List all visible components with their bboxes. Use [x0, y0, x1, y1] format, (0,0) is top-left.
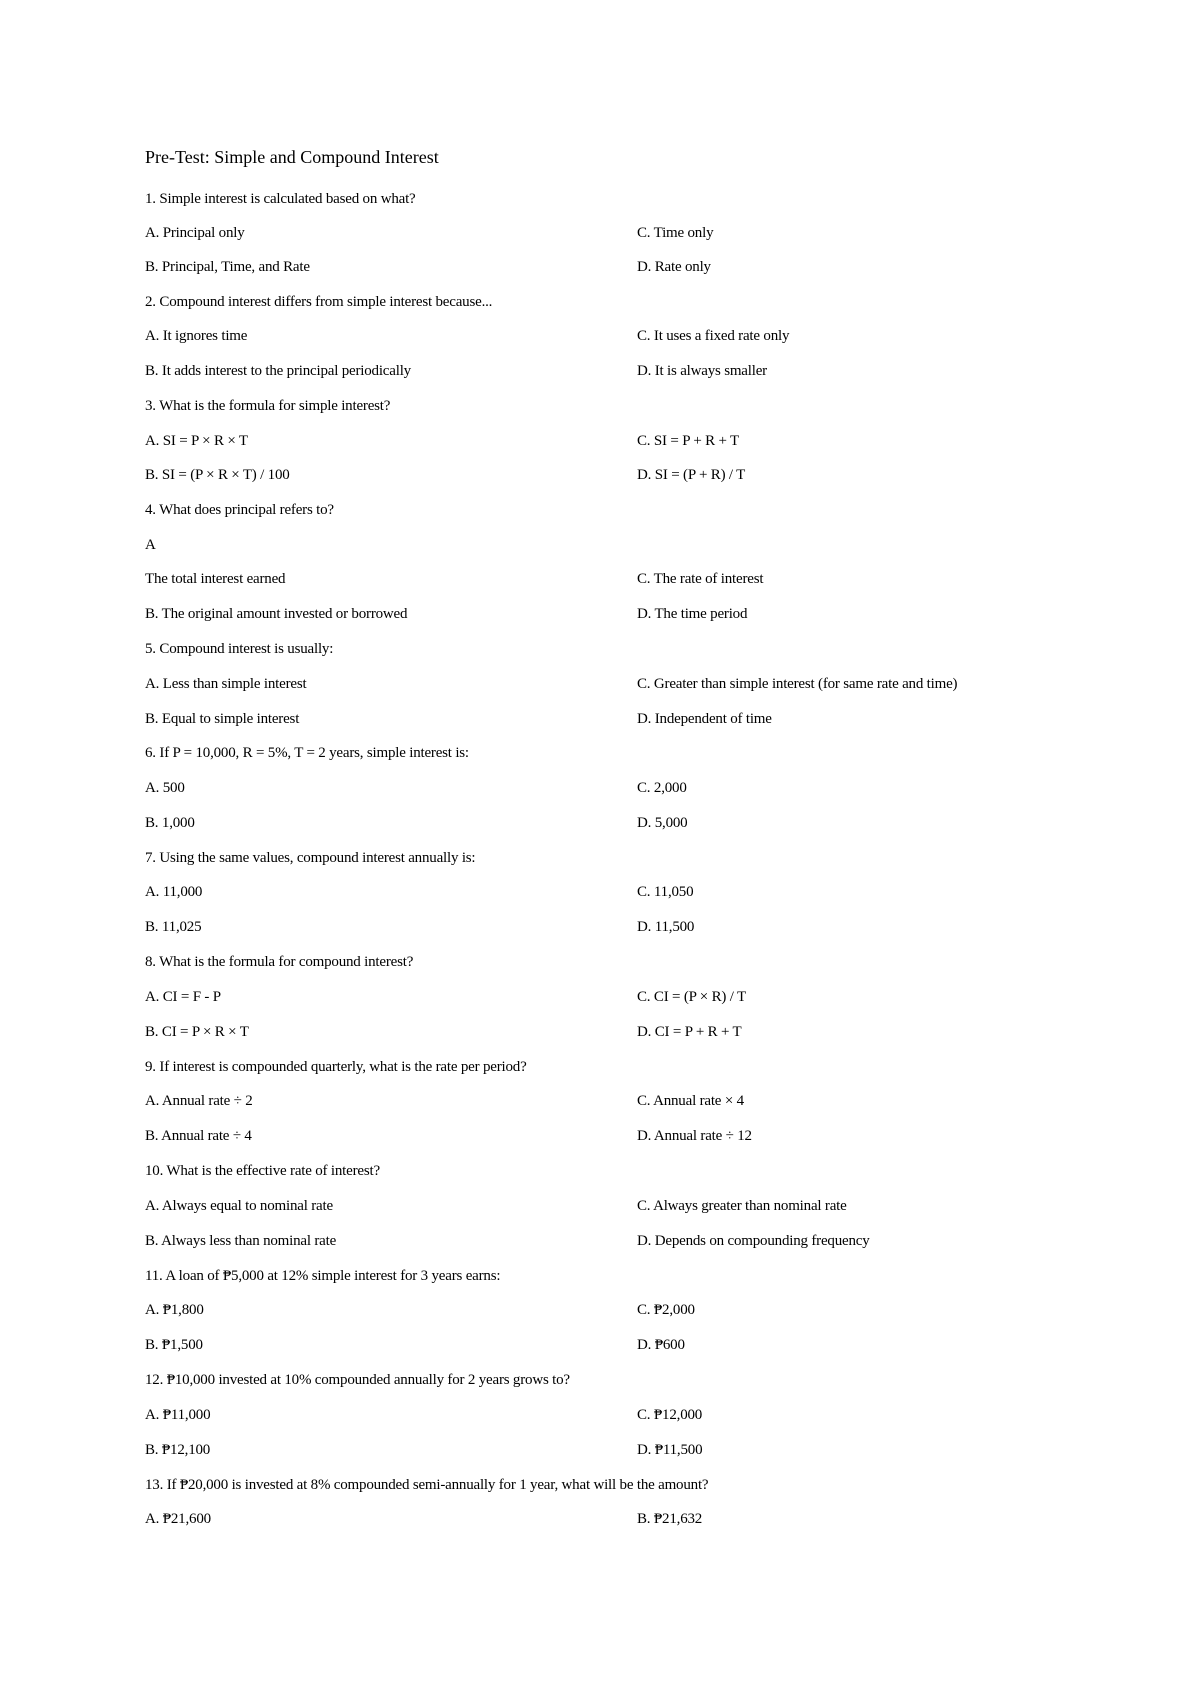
q6-option-d: D. 5,000: [637, 815, 688, 831]
q13-option-a: A. ₱21,600: [145, 1511, 211, 1527]
q10-option-a: A. Always equal to nominal rate: [145, 1198, 333, 1214]
question-10: 10. What is the effective rate of interest?: [145, 1163, 380, 1179]
q2-option-d: D. It is always smaller: [637, 363, 767, 379]
q2-option-c: C. It uses a fixed rate only: [637, 328, 790, 344]
q12-option-b: B. ₱12,100: [145, 1442, 211, 1458]
question-4: 4. What does principal refers to?: [145, 502, 334, 518]
question-2: 2. Compound interest differs from simple interest because...: [145, 294, 493, 310]
q6-option-b: B. 1,000: [145, 815, 195, 831]
question-1: 1. Simple interest is calculated based on what?: [145, 191, 416, 207]
question-6: 6. If P = 10,000, R = 5%, T = 2 years, simple interest is:: [145, 745, 469, 761]
q11-option-c: C. ₱2,000: [637, 1302, 695, 1318]
q5-option-c: C. Greater than simple interest (for same rate and time): [637, 676, 958, 692]
q8-option-a: A. CI = F - P: [145, 989, 221, 1005]
q12-option-a: A. ₱11,000: [145, 1407, 211, 1423]
q10-option-c: C. Always greater than nominal rate: [637, 1198, 847, 1214]
q11-option-a: A. ₱1,800: [145, 1302, 204, 1318]
q7-option-c: C. 11,050: [637, 884, 694, 900]
q7-option-a: A. 11,000: [145, 884, 203, 900]
question-3: 3. What is the formula for simple interest?: [145, 398, 391, 414]
question-13: 13. If ₱20,000 is invested at 8% compounded semi-annually for 1 year, what will be the amount?: [145, 1477, 709, 1493]
q12-option-d: D. ₱11,500: [637, 1442, 703, 1458]
q3-option-a: A. SI = P × R × T: [145, 433, 248, 449]
q9-option-b: B. Annual rate ÷ 4: [145, 1128, 252, 1144]
question-9: 9. If interest is compounded quarterly, what is the rate per period?: [145, 1059, 527, 1075]
question-11: 11. A loan of ₱5,000 at 12% simple interest for 3 years earns:: [145, 1268, 501, 1284]
q8-option-b: B. CI = P × R × T: [145, 1024, 249, 1040]
q6-option-a: A. 500: [145, 780, 185, 796]
question-8: 8. What is the formula for compound interest?: [145, 954, 414, 970]
q9-option-c: C. Annual rate × 4: [637, 1093, 744, 1109]
q1-option-d: D. Rate only: [637, 259, 711, 275]
q4-option-d: D. The time period: [637, 606, 748, 622]
q1-option-a: A. Principal only: [145, 225, 245, 241]
q2-option-a: A. It ignores time: [145, 328, 248, 344]
q5-option-b: B. Equal to simple interest: [145, 711, 300, 727]
q11-option-b: B. ₱1,500: [145, 1337, 203, 1353]
question-7: 7. Using the same values, compound interest annually is:: [145, 850, 476, 866]
q12-option-c: C. ₱12,000: [637, 1407, 703, 1423]
q11-option-d: D. ₱600: [637, 1337, 685, 1353]
q3-option-b: B. SI = (P × R × T) / 100: [145, 467, 290, 483]
q3-option-d: D. SI = (P + R) / T: [637, 467, 746, 483]
question-12: 12. ₱10,000 invested at 10% compounded annually for 2 years grows to?: [145, 1372, 570, 1388]
q4-stray-label: A: [145, 537, 156, 553]
q7-option-b: B. 11,025: [145, 919, 202, 935]
q4-option-a: The total interest earned: [145, 571, 286, 587]
q3-option-c: C. SI = P + R + T: [637, 433, 740, 449]
q10-option-d: D. Depends on compounding frequency: [637, 1233, 870, 1249]
q10-option-b: B. Always less than nominal rate: [145, 1233, 337, 1249]
q6-option-c: C. 2,000: [637, 780, 687, 796]
q5-option-a: A. Less than simple interest: [145, 676, 307, 692]
q2-option-b: B. It adds interest to the principal periodically: [145, 363, 411, 379]
q1-option-c: C. Time only: [637, 225, 714, 241]
q5-option-d: D. Independent of time: [637, 711, 772, 727]
q7-option-d: D. 11,500: [637, 919, 695, 935]
q9-option-a: A. Annual rate ÷ 2: [145, 1093, 253, 1109]
q4-option-c: C. The rate of interest: [637, 571, 764, 587]
page-title: Pre-Test: Simple and Compound Interest: [145, 147, 439, 167]
q4-option-b: B. The original amount invested or borrowed: [145, 606, 408, 622]
q8-option-d: D. CI = P + R + T: [637, 1024, 742, 1040]
q9-option-d: D. Annual rate ÷ 12: [637, 1128, 752, 1144]
question-5: 5. Compound interest is usually:: [145, 641, 334, 657]
q1-option-b: B. Principal, Time, and Rate: [145, 259, 310, 275]
q13-option-b: B. ₱21,632: [637, 1511, 703, 1527]
q8-option-c: C. CI = (P × R) / T: [637, 989, 746, 1005]
